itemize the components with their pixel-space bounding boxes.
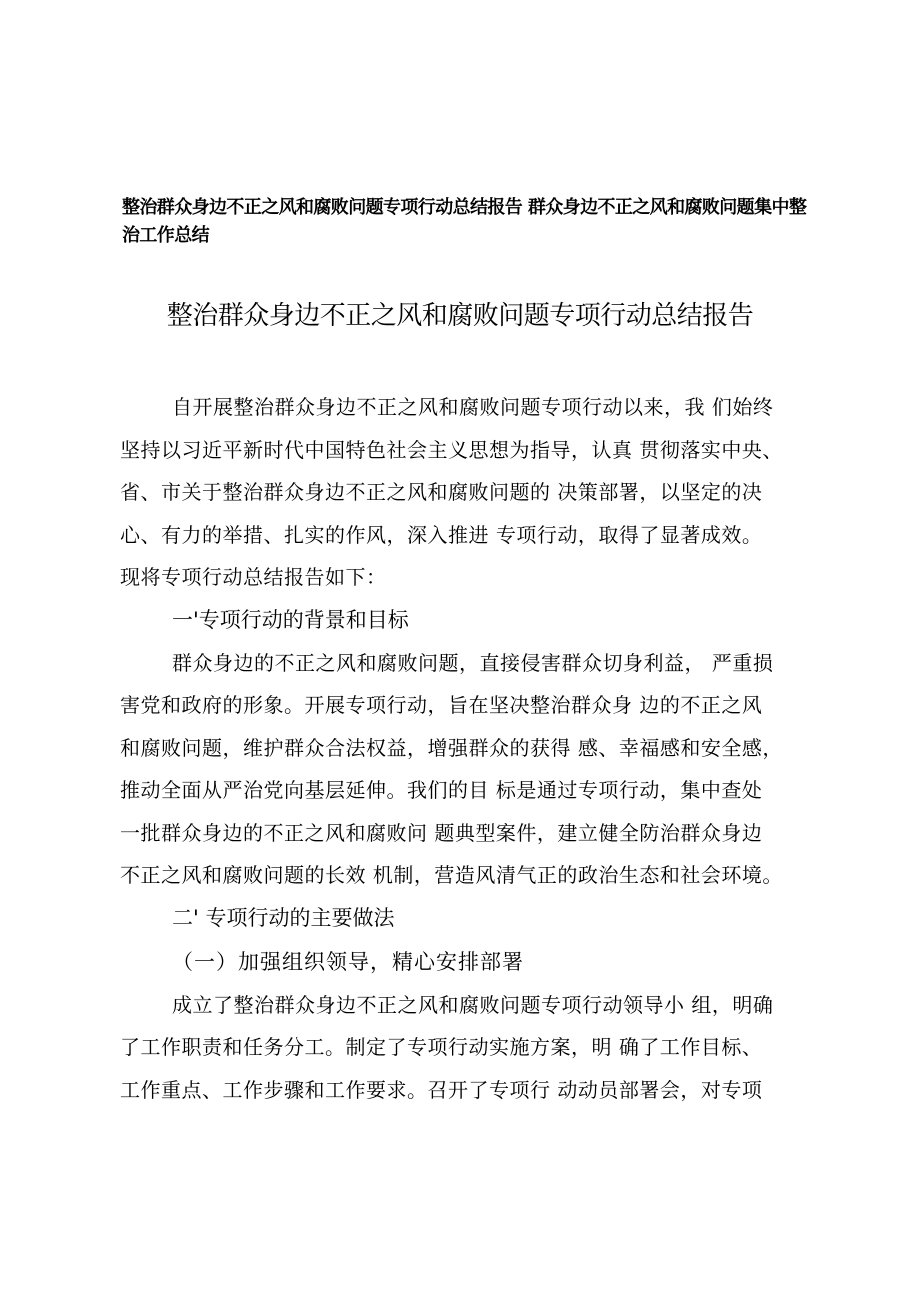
document-main-title: 整治群众身边不正之风和腐败问题专项行动总结报告 xyxy=(166,301,754,331)
section1-line: 一批群众身边的不正之风和腐败问 题典型案件，建立健全防治群众身边 xyxy=(120,820,763,845)
section1-line: 不正之风和腐败问题的长效 机制，营造风清气正的政治生态和社会环境。 xyxy=(120,863,783,887)
subsection1-line: 成立了整治群众身边不正之风和腐败问题专项行动领导小 组，明确 xyxy=(172,992,774,1017)
section1-paragraph xyxy=(120,642,830,897)
intro-line: 心、有力的举措、扎实的作风，深入推进 专项行动，取得了显著成效。 xyxy=(120,522,763,547)
subsection1-paragraph xyxy=(120,984,830,1112)
subsection1-heading: （一）加强组织领导，精心安排部署 xyxy=(172,949,524,974)
intro-line: 省、市关于整治群众身边不正之风和腐败问题的 决策部署，以坚定的决 xyxy=(120,480,763,504)
intro-line: 现将专项行动总结报告如下： xyxy=(120,565,387,589)
section2-heading: 二' 专项行动的主要做法 xyxy=(172,905,395,930)
document-header-title: 整治群众身边不正之风和腐败问题专项行动总结报告 群众身边不正之风和腐败问题集中整治工作总结 xyxy=(122,197,807,246)
intro-paragraph xyxy=(120,386,830,599)
section1-heading: 一'专项行动的背景和目标 xyxy=(172,607,409,632)
section1-line: 和腐败问题，维护群众合法权益，增强群众的获得 感、幸福感和安全感， xyxy=(120,735,783,760)
section1-line: 推动全面从严治党向基层延伸。我们的目 标是通过专项行动，集中查处 xyxy=(120,778,763,802)
intro-line: 坚持以习近平新时代中国特色社会主义思想为指导，认真 贯彻落实中央、 xyxy=(120,437,783,462)
intro-line: 自开展整治群众身边不正之风和腐败问题专项行动以来，我 们始终 xyxy=(172,395,774,419)
document-body xyxy=(120,386,830,1111)
section1-line: 群众身边的不正之风和腐败问题，直接侵害群众切身利益， 严重损 xyxy=(172,650,774,675)
subsection1-line: 工作重点、工作步骤和工作要求。召开了专项行 动动员部署会，对专项 xyxy=(120,1077,763,1102)
subsection1-line: 了工作职责和任务分工。制定了专项行动实施方案，明 确了工作目标、 xyxy=(120,1035,763,1059)
section1-line: 害党和政府的形象。开展专项行动，旨在坚决整治群众身 边的不正之风 xyxy=(120,693,763,717)
